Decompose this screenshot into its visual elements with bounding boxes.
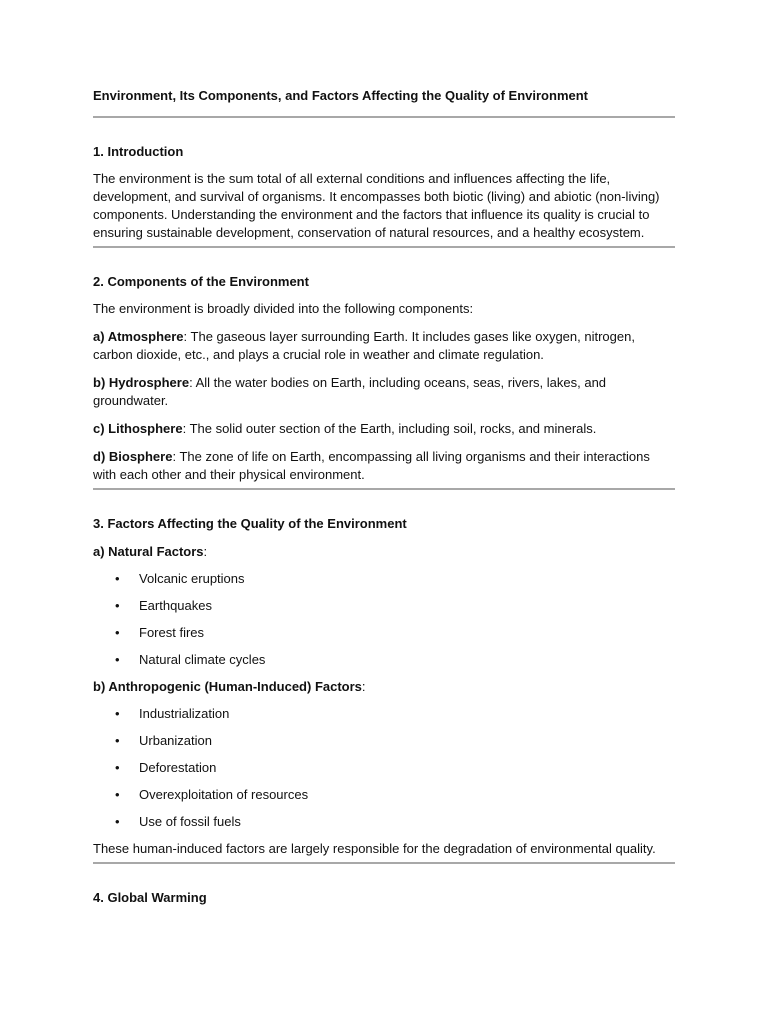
intro-body: The environment is the sum total of all external conditions and influences affecting the life, development, and survival of organisms. It encompasses both biotic (living) and abiotic (non-living) components. Understanding the environment and the factors that influence its quality is crucial to ensuring sustainable development, conservation of natural resources, and a healthy ecosystem.	[93, 171, 660, 240]
natural-factors-label: a) Natural Factors:	[93, 544, 208, 559]
bullet-icon: •	[115, 652, 120, 667]
anthropogenic-factors-label: b) Anthropogenic (Human-Induced) Factors:	[93, 679, 366, 694]
document-page	[93, 87, 675, 907]
list-item: • Industrialization	[115, 706, 230, 721]
bullet-icon: •	[115, 706, 120, 721]
document-title: Environment, Its Components, and Factors Affecting the Quality of Environment	[93, 88, 589, 103]
component-label: b) Hydrosphere	[93, 375, 190, 390]
global-warming-heading: 4. Global Warming	[93, 890, 207, 905]
components-lead: The environment is broadly divided into the following components:	[93, 301, 474, 316]
component-text: : The gaseous layer surrounding Earth. It includes gases like oxygen, nitrogen, carbon dioxide, etc., and plays a crucial role in weather and climate regulation.	[93, 329, 635, 362]
divider	[93, 116, 675, 118]
list-item: • Deforestation	[115, 760, 217, 775]
list-item: • Forest fires	[115, 625, 205, 640]
bullet-icon: •	[115, 814, 120, 829]
list-item: • Use of fossil fuels	[115, 814, 241, 829]
component-lithosphere	[93, 420, 675, 438]
divider	[93, 488, 675, 490]
component-hydrosphere	[93, 374, 675, 410]
bullet-icon: •	[115, 733, 120, 748]
list-item: • Natural climate cycles	[115, 652, 266, 667]
component-atmosphere	[93, 328, 675, 364]
component-label: c) Lithosphere	[93, 421, 183, 436]
factors-heading: 3. Factors Affecting the Quality of the Environment	[93, 516, 407, 531]
bullet-icon: •	[115, 598, 120, 613]
divider	[93, 862, 675, 864]
component-text: : The solid outer section of the Earth, including soil, rocks, and minerals.	[182, 421, 597, 436]
bullet-icon: •	[115, 787, 120, 802]
natural-factors-list	[93, 570, 675, 669]
bullet-icon: •	[115, 760, 120, 775]
component-text: : All the water bodies on Earth, including oceans, seas, rivers, lakes, and groundwater.	[93, 375, 607, 408]
bullet-icon: •	[115, 571, 120, 586]
factors-closing: These human-induced factors are largely responsible for the degradation of environmental quality.	[93, 841, 656, 856]
list-item: • Overexploitation of resources	[115, 787, 309, 802]
component-label: d) Biosphere	[93, 449, 173, 464]
component-text: : The zone of life on Earth, encompassing all living organisms and their interactions with each other and their physical environment.	[93, 449, 650, 482]
list-item: • Earthquakes	[115, 598, 212, 613]
anthropogenic-factors-list	[93, 705, 675, 831]
component-biosphere	[93, 448, 675, 484]
list-item: • Volcanic eruptions	[115, 571, 245, 586]
divider	[93, 246, 675, 248]
bullet-icon: •	[115, 625, 120, 640]
intro-heading: 1. Introduction	[93, 144, 184, 159]
component-label: a) Atmosphere	[93, 329, 184, 344]
components-heading: 2. Components of the Environment	[93, 274, 309, 289]
list-item: • Urbanization	[115, 733, 212, 748]
